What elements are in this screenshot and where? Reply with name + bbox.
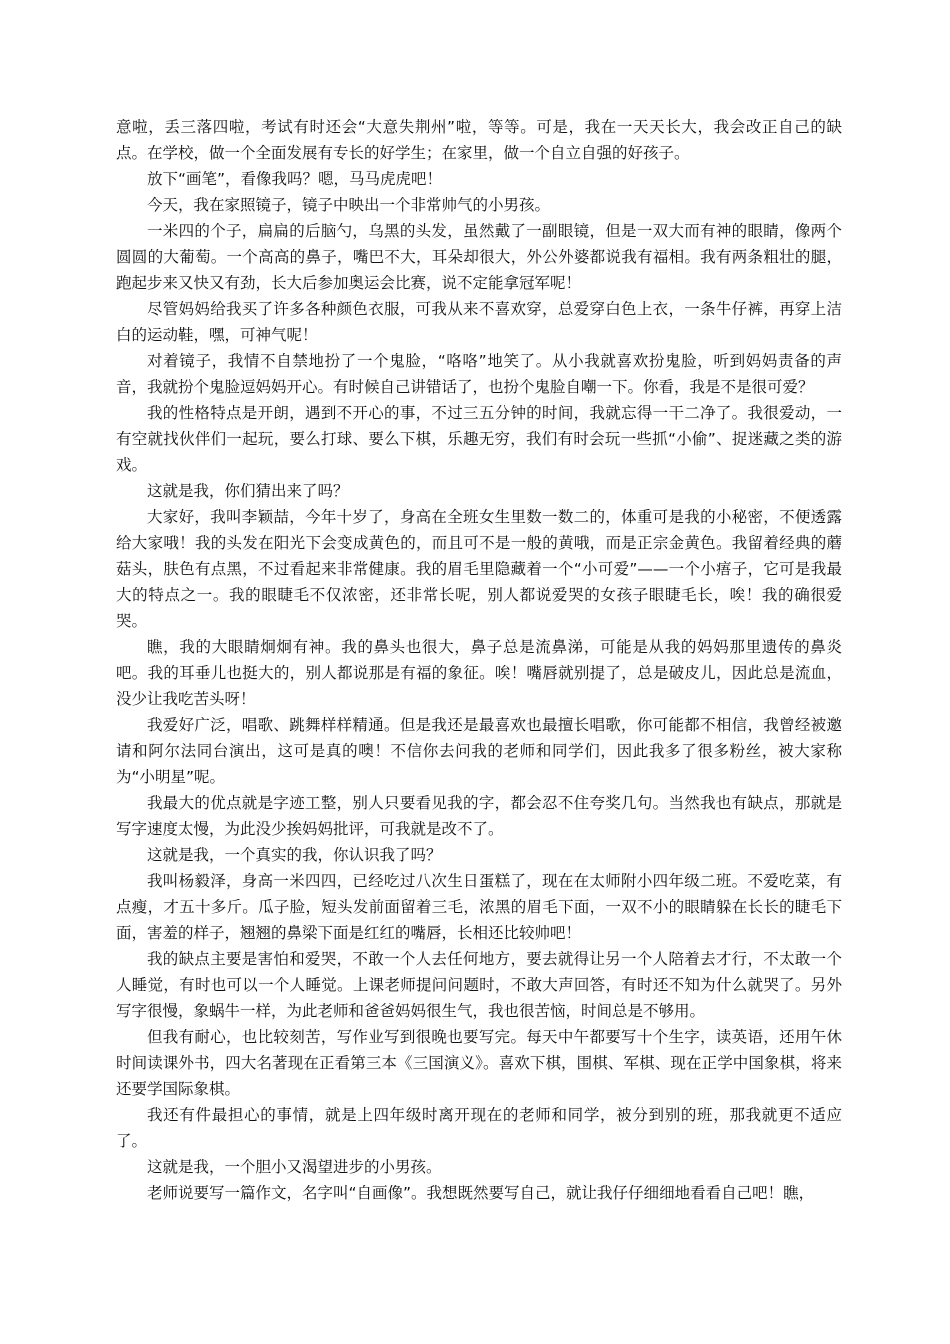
paragraph-4: 一米四的个子，扁扁的后脑勺，乌黑的头发，虽然戴了一副眼镜，但是一双大而有神的眼睛，像两个圆圆的大葡萄。一个高高的鼻子，嘴巴不大，耳朵却很大，外公外婆都说我有福相。我有两条粗壮的腿，跑起步来又快又有劲，长大后参加奥运会比赛，说不定能拿冠军呢！: [116, 222, 842, 292]
paragraph-1: 意啦，丢三落四啦，考试有时还会“大意失荆州”啦，等等。可是，我在一天天长大，我会改正自己的缺点。在学校，做一个全面发展有专长的好学生；在家里，做一个自立自强的好孩子。: [116, 118, 842, 162]
paragraph-7: 我的性格特点是开朗，遇到不开心的事，不过三五分钟的时间，我就忘得一干二净了。我很爱动，一有空就找伙伴们一起玩，要么打球、要么下棋，乐趣无穷，我们有时会玩一些抓“小偷”、捉迷藏之类的游戏。: [116, 404, 842, 474]
paragraph-12: 我最大的优点就是字迹工整，别人只要看见我的字，都会忍不住夸奖几句。当然我也有缺点，那就是写字速度太慢，为此没少挨妈妈批评，可我就是改不了。: [116, 794, 842, 838]
paragraph-6: 对着镜子，我情不自禁地扮了一个鬼脸，“咯咯”地笑了。从小我就喜欢扮鬼脸，听到妈妈责备的声音，我就扮个鬼脸逗妈妈开心。有时候自己讲错话了，也扮个鬼脸自嘲一下。你看，我是不是很可爱？: [116, 352, 842, 396]
paragraph-2: 放下“画笔”，看像我吗？嗯，马马虎虎吧！: [147, 170, 443, 188]
paragraph-13: 这就是我，一个真实的我，你认识我了吗？: [147, 846, 442, 864]
paragraph-11: 我爱好广泛，唱歌、跳舞样样精通。但是我还是最喜欢也最擅长唱歌，你可能都不相信，我曾经被邀请和阿尔法同台演出，这可是真的噢！不信你去问我的老师和同学们，因此我多了很多粉丝，被大家称为“小明星”呢。: [116, 716, 842, 786]
document-body: [116, 114, 842, 1206]
paragraph-10: 瞧，我的大眼睛炯炯有神。我的鼻头也很大，鼻子总是流鼻涕，可能是从我的妈妈那里遗传的鼻炎吧。我的耳垂儿也挺大的，别人都说那是有福的象征。唉！嘴唇就别提了，总是破皮儿，因此总是流血，没少让我吃苦头呀！: [116, 638, 842, 708]
paragraph-19: 老师说要写一篇作文，名字叫“自画像”。我想既然要写自己，就让我仔仔细细地看看自己吧！瞧，: [147, 1184, 815, 1202]
paragraph-18: 这就是我，一个胆小又渴望进步的小男孩。: [147, 1158, 442, 1176]
paragraph-9: 大家好，我叫李颖喆，今年十岁了，身高在全班女生里数一数二的，体重可是我的小秘密，不便透露给大家哦！我的头发在阳光下会变成黄色的，而且可不是一般的黄哦，而是正宗金黄色。我留着经典的蘑菇头，肤色有点黑，不过看起来非常健康。我的眉毛里隐藏着一个“小可爱”——一个小痦子，它可是我最大的特点之一。我的眼睫毛不仅浓密，还非常长呢，别人都说爱哭的女孩子眼睫毛长，唉！我的确很爱哭。: [116, 508, 842, 630]
paragraph-5: 尽管妈妈给我买了许多各种颜色衣服，可我从来不喜欢穿，总爱穿白色上衣，一条牛仔裤，再穿上洁白的运动鞋，嘿，可神气呢！: [116, 300, 842, 344]
paragraph-8: 这就是我，你们猜出来了吗？: [147, 482, 349, 500]
paragraph-17: 我还有件最担心的事情，就是上四年级时离开现在的老师和同学，被分到别的班，那我就更不适应了。: [116, 1106, 842, 1150]
paragraph-14: 我叫杨毅泽，身高一米四四，已经吃过八次生日蛋糕了，现在在太师附小四年级二班。不爱吃菜，有点瘦，才五十多斤。瓜子脸，短头发前面留着三毛，浓黑的眉毛下面，一双不小的眼睛躲在长长的睫毛下面，害羞的样子，翘翘的鼻梁下面是红红的嘴唇，长相还比较帅吧！: [116, 872, 842, 942]
paragraph-15: 我的缺点主要是害怕和爱哭，不敢一个人去任何地方，要去就得让另一个人陪着去才行，不太敢一个人睡觉，有时也可以一个人睡觉。上课老师提问问题时，不敢大声回答，有时还不知为什么就哭了。另外写字很慢，象蜗牛一样，为此老师和爸爸妈妈很生气，我也很苦恼，时间总是不够用。: [116, 950, 842, 1020]
paragraph-16: 但我有耐心，也比较刻苦，写作业写到很晚也要写完。每天中午都要写十个生字，读英语，还用午休时间读课外书，四大名著现在正看第三本《三国演义》。喜欢下棋，围棋、军棋、现在正学中国象棋，将来还要学国际象棋。: [116, 1028, 842, 1098]
paragraph-3: 今天，我在家照镜子，镜子中映出一个非常帅气的小男孩。: [147, 196, 551, 214]
